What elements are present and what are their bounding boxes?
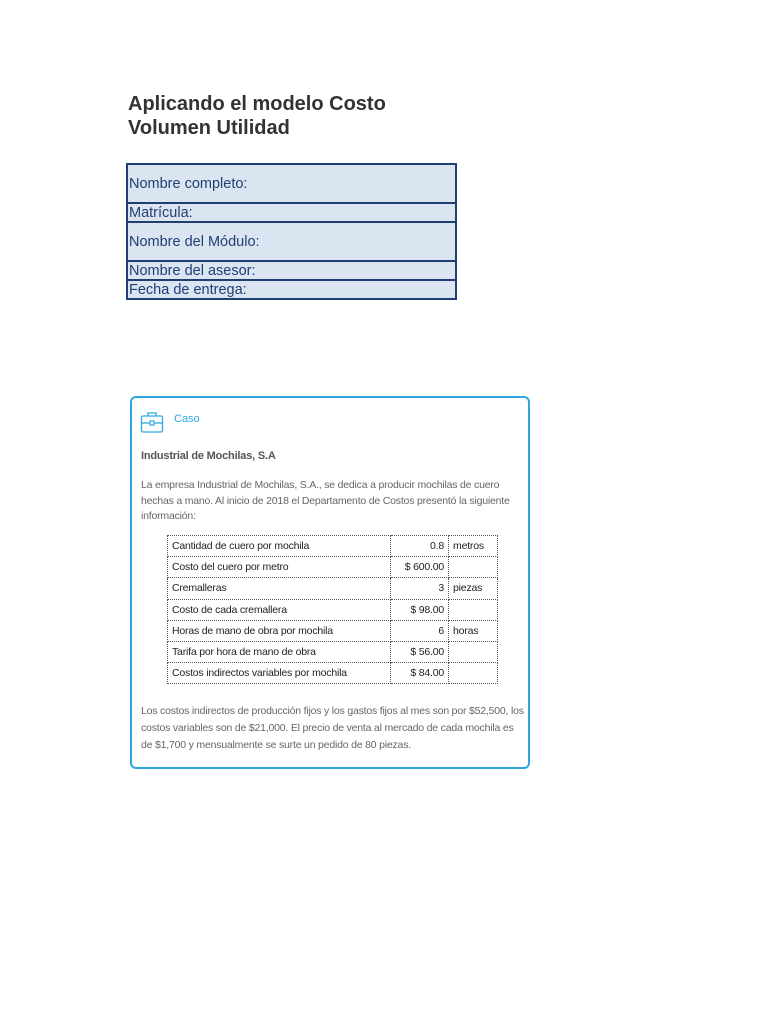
case-footer-text: Los costos indirectos de producción fijos y los gastos fijos al mes son por $52,500, los costos variables son de $21,000. El precio de venta al mercado de cada mochila es de $1,700 y mensualmente se surte un pedido de 80 piezas.	[141, 705, 524, 751]
row-value: $ 84.00	[391, 663, 449, 684]
company-name: Industrial de Mochilas, S.A	[141, 450, 276, 462]
full-name-field[interactable]: Nombre completo:	[127, 164, 456, 203]
advisor-name-field[interactable]: Nombre del asesor:	[127, 261, 456, 280]
table-row	[168, 663, 498, 684]
row-unit	[449, 641, 498, 662]
row-value: $ 600.00	[391, 557, 449, 578]
row-label: Cremalleras	[168, 578, 391, 599]
table-row	[168, 620, 498, 641]
table-row	[168, 599, 498, 620]
table-row	[168, 557, 498, 578]
row-unit	[449, 599, 498, 620]
row-label: Tarifa por hora de mano de obra	[168, 641, 391, 662]
row-unit: horas	[449, 620, 498, 641]
row-value: $ 56.00	[391, 641, 449, 662]
row-unit	[449, 557, 498, 578]
row-unit	[449, 663, 498, 684]
form-row-full-name	[127, 164, 456, 203]
row-unit: metros	[449, 536, 498, 557]
form-row-advisor-name	[127, 261, 456, 280]
table-row	[168, 578, 498, 599]
row-label: Horas de mano de obra por mochila	[168, 620, 391, 641]
row-unit: piezas	[449, 578, 498, 599]
row-value: 0.8	[391, 536, 449, 557]
row-label: Costo del cuero por metro	[168, 557, 391, 578]
case-card	[130, 396, 530, 769]
row-value: 3	[391, 578, 449, 599]
case-intro-text: La empresa Industrial de Mochilas, S.A., se dedica a producir mochilas de cuero hechas a mano. Al inicio de 2018 el Departamento de Costos presentó la siguiente información:	[141, 479, 510, 522]
briefcase-icon	[140, 409, 164, 435]
row-label: Cantidad de cuero por mochila	[168, 536, 391, 557]
form-row-module-name	[127, 222, 456, 261]
row-value: $ 98.00	[391, 599, 449, 620]
cost-data-table	[167, 535, 498, 684]
student-id-field[interactable]: Matrícula:	[127, 203, 456, 222]
student-info-table	[126, 163, 457, 300]
table-row	[168, 536, 498, 557]
row-label: Costo de cada cremallera	[168, 599, 391, 620]
delivery-date-field[interactable]: Fecha de entrega:	[127, 280, 456, 299]
case-label: Caso	[174, 413, 200, 425]
form-row-delivery-date	[127, 280, 456, 299]
form-row-student-id	[127, 203, 456, 222]
page-title: Aplicando el modelo Costo Volumen Utilidad	[128, 93, 386, 139]
table-row	[168, 641, 498, 662]
row-value: 6	[391, 620, 449, 641]
row-label: Costos indirectos variables por mochila	[168, 663, 391, 684]
module-name-field[interactable]: Nombre del Módulo:	[127, 222, 456, 261]
